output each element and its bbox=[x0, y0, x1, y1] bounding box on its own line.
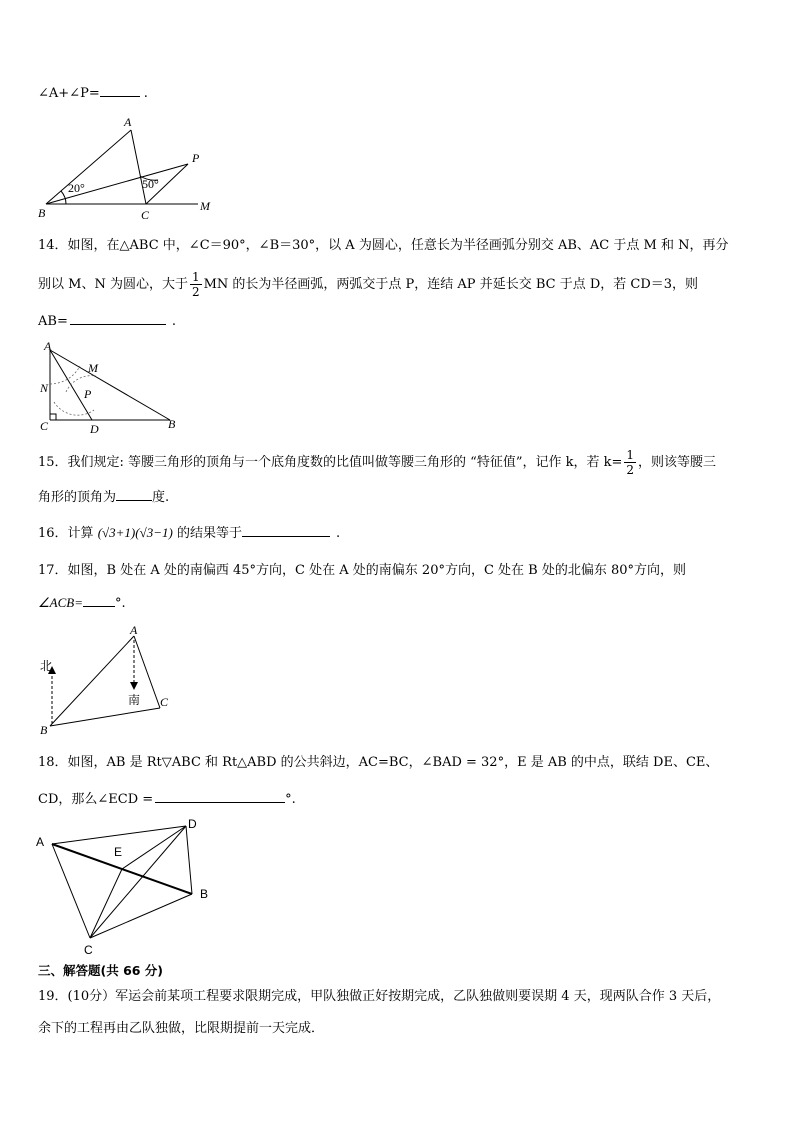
fig13-label-m: M bbox=[200, 199, 210, 213]
q14-line2-pre: 别以 M、N 为圆心，大于 bbox=[38, 277, 188, 292]
fig17-line-bc bbox=[50, 708, 160, 726]
q16-post: 的结果等于 bbox=[176, 526, 242, 541]
fig14-line-ab bbox=[50, 350, 170, 420]
q13-answer-blank bbox=[100, 84, 140, 97]
q17-line2 bbox=[38, 594, 126, 613]
q14-frac-den: 2 bbox=[191, 285, 200, 299]
fig18-label-d: D bbox=[188, 817, 197, 831]
q15-line1 bbox=[38, 446, 716, 480]
q18-answer-blank bbox=[155, 790, 285, 803]
figure-13 bbox=[36, 112, 236, 222]
fig18-line-cb bbox=[90, 894, 192, 938]
q14-fraction bbox=[190, 270, 202, 299]
fig14-label-n: N bbox=[40, 381, 49, 395]
fig17-south-arrowhead bbox=[130, 682, 138, 690]
fig18-line-ac bbox=[52, 844, 90, 938]
figure-14 bbox=[36, 340, 186, 435]
section-3-title: 三、解答题(共 66 分) bbox=[38, 963, 164, 978]
q16-pre: 16．计算 bbox=[38, 526, 94, 541]
q14-line1: 14．如图，在△ABC 中，∠C＝90°，∠B＝30°，以 A 为圆心，任意长为半径画弧分别交 AB、AC 于点 M 和 N，再分 bbox=[38, 238, 729, 253]
q18-line2 bbox=[38, 790, 296, 809]
figure-17 bbox=[36, 622, 186, 737]
fig13-label-c: C bbox=[141, 208, 150, 222]
fig17-label-north: 北 bbox=[40, 659, 53, 673]
fig17-line-ab bbox=[50, 636, 134, 726]
q15-frac-den: 2 bbox=[626, 463, 635, 477]
q17-line1: 17．如图，B 处在 A 处的南偏西 45°方向，C 处在 A 处的南偏东 20°方向，C 处在 B 处的北偏东 80°方向，则 bbox=[38, 563, 687, 578]
q18-line2-pre: CD，那么∠ECD = bbox=[38, 792, 154, 807]
q18-line1: 18．如图，AB 是 Rt▽ABC 和 Rt△ABD 的公共斜边，AC=BC，∠BAD = 32°，E 是 AB 的中点，联结 DE、CE、 bbox=[38, 755, 719, 770]
fig18-label-c: C bbox=[84, 943, 93, 957]
fig18-line-db bbox=[186, 826, 192, 894]
fig18-line-ad bbox=[52, 826, 186, 844]
q14-frac-num: 1 bbox=[191, 270, 200, 284]
fig18-label-e: E bbox=[114, 845, 123, 859]
q15-line2-post: 度. bbox=[152, 490, 170, 505]
fig14-label-m: M bbox=[88, 361, 98, 375]
q15-line2 bbox=[38, 488, 169, 507]
q14-line2 bbox=[38, 268, 698, 302]
fig13-line-ba bbox=[46, 130, 131, 204]
q16-line bbox=[38, 524, 340, 543]
q13-line bbox=[38, 84, 148, 103]
fig13-label-a: A bbox=[124, 115, 132, 129]
fig17-label-a: A bbox=[130, 623, 138, 637]
q14-ab: AB= bbox=[38, 314, 68, 329]
q14-line2-post: MN 的长为半径画弧，两弧交于点 P，连结 AP 并延长交 BC 于点 D，若 CD＝3，则 bbox=[203, 277, 699, 292]
q15-fraction bbox=[624, 448, 636, 477]
q19-line2: 余下的工程再由乙队独做，比限期提前一天完成． bbox=[38, 1021, 325, 1036]
fig18-line-ce bbox=[90, 869, 122, 938]
q16-answer-blank bbox=[242, 524, 330, 537]
fig18-label-b: B bbox=[200, 887, 209, 901]
q14-answer-blank bbox=[70, 312, 166, 325]
q17-angle: ∠ACB= bbox=[38, 595, 83, 610]
fig14-label-d: D bbox=[90, 422, 99, 436]
q17-answer-blank bbox=[83, 594, 115, 607]
q13-end: . bbox=[143, 86, 148, 101]
fig18-line-de bbox=[122, 826, 186, 869]
fig13-line-ac bbox=[131, 130, 146, 204]
q16-end: . bbox=[336, 526, 341, 541]
fig14-label-a: A bbox=[44, 339, 52, 353]
fig13-label-b: B bbox=[38, 206, 46, 220]
q15-frac-num: 1 bbox=[626, 448, 635, 462]
fig17-label-b: B bbox=[40, 723, 48, 737]
q17-line2-post: °. bbox=[114, 596, 126, 611]
q16-expr-a: (√3+1) bbox=[97, 525, 136, 540]
fig14-label-c: C bbox=[40, 419, 49, 433]
fig13-angle-c: 50° bbox=[142, 177, 159, 191]
q15-line2-pre: 角形的顶角为 bbox=[38, 490, 117, 505]
fig14-label-b: B bbox=[168, 417, 176, 431]
fig13-label-p: P bbox=[192, 151, 200, 165]
fig13-angle-arc-b bbox=[61, 191, 66, 204]
fig18-line-cd bbox=[90, 826, 186, 938]
q16-expr-b: (√3−1) bbox=[135, 525, 173, 540]
q14-line3 bbox=[38, 312, 176, 331]
fig17-label-c: C bbox=[160, 695, 169, 709]
q18-line2-post: °. bbox=[285, 792, 296, 807]
fig13-angle-b: 20° bbox=[68, 181, 85, 195]
fig14-right-angle bbox=[50, 414, 56, 420]
q15-answer-blank bbox=[116, 488, 152, 501]
q15-line1-pre: 15．我们规定: 等腰三角形的顶角与一个底角度数的比值叫做等腰三角形的 “特征值”，记作 k，若 k= bbox=[38, 455, 623, 470]
fig14-label-p: P bbox=[84, 387, 92, 401]
q19-line1: 19．(10分）军运会前某项工程要求限期完成，甲队独做正好按期完成，乙队独做则要误期 4 天，现两队合作 3 天后， bbox=[38, 989, 721, 1004]
q13-expr: ∠A+∠P= bbox=[38, 86, 100, 101]
fig17-label-south: 南 bbox=[128, 693, 141, 707]
q15-line1-post: ，则该等腰三 bbox=[638, 455, 717, 470]
fig18-label-a: A bbox=[36, 835, 45, 849]
q14-end: . bbox=[171, 314, 176, 329]
figure-18 bbox=[34, 814, 224, 959]
